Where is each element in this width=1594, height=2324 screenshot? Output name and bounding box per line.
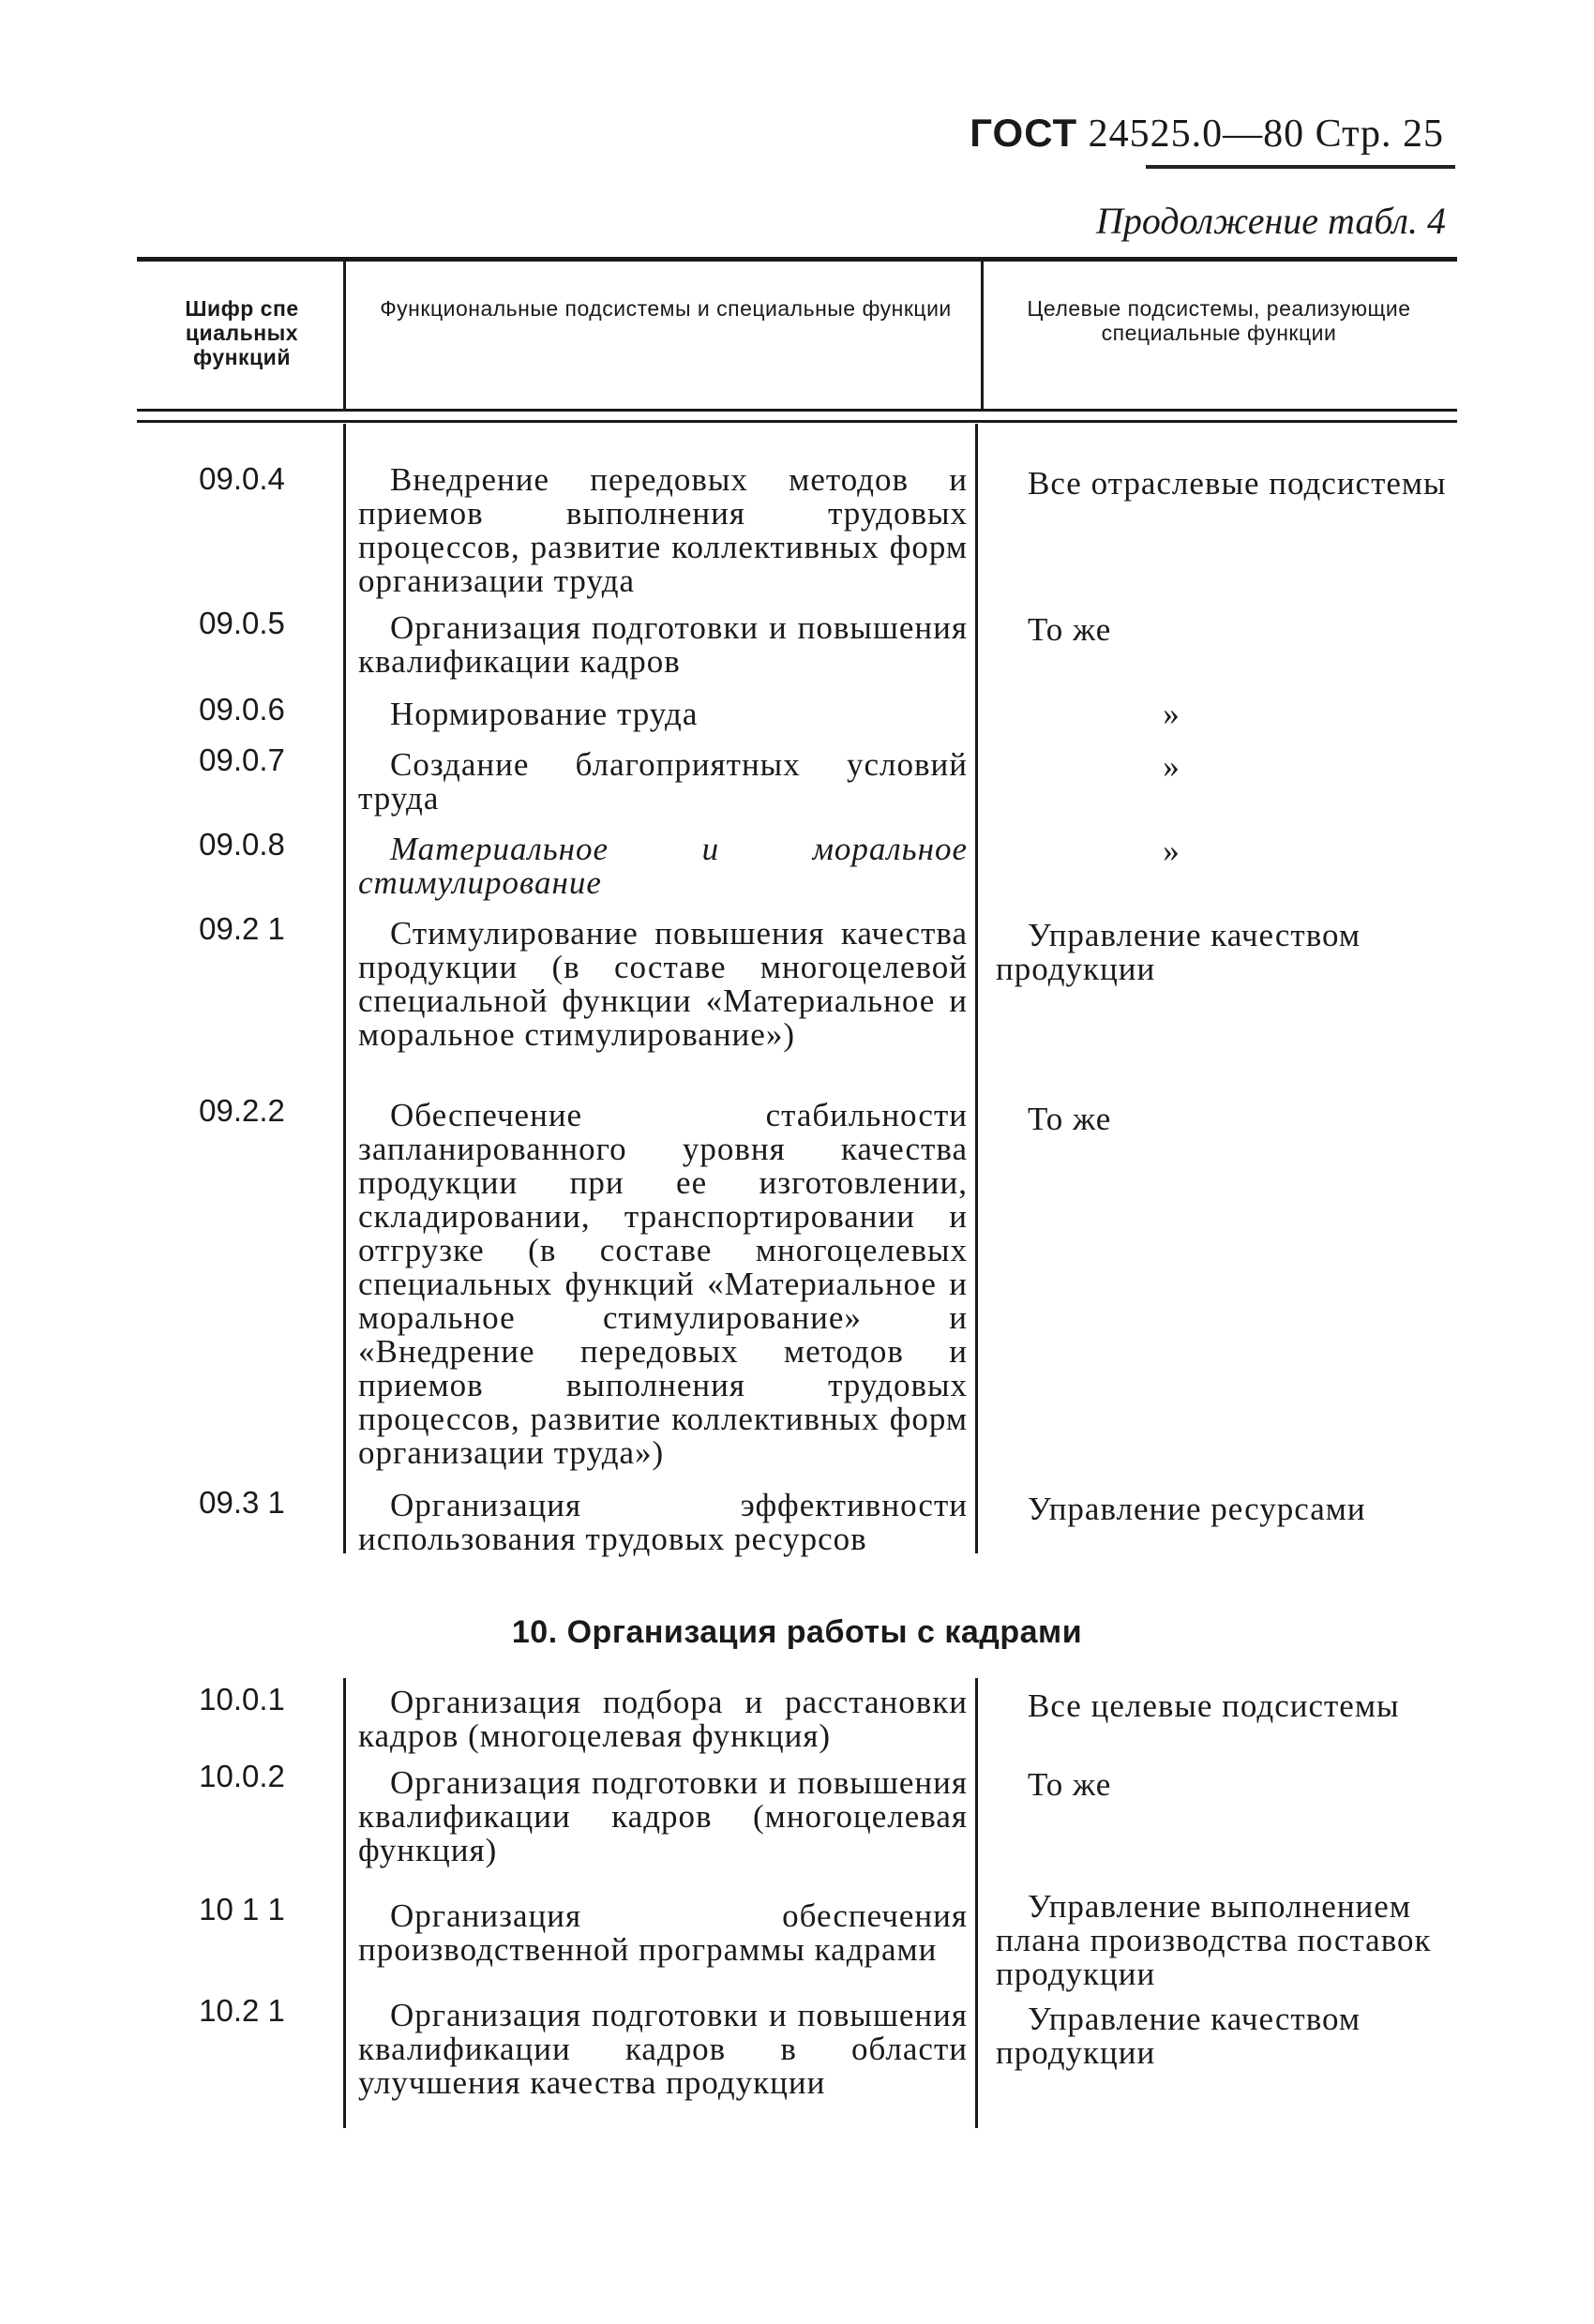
row-code: 09.0.5: [199, 606, 285, 640]
column-header-functions: Функциональные подсистемы и специальные функции: [380, 296, 952, 321]
row-code: 09.0.8: [199, 827, 285, 862]
row-target: Управление выполнением плана производства поставок продукции: [996, 1888, 1432, 1992]
row-code: 10 1 1: [199, 1892, 285, 1927]
row-code: 10.0.1: [199, 1682, 285, 1717]
row-function: Внедрение передовых методов и приемов выполнения трудовых процессов, развитие коллективных форм организации труда: [358, 461, 968, 599]
row-function: Обеспечение стабильности запланированного уровня качества продукции при ее изготовлении, складировании, транспортировании и отгрузке (в составе многоцелевых специальных функций «Материальное и моральное стимулирование» и «Внедрение передовых методов и приемов выполнения трудовых процессов, развитие коллективных форм организации труда»): [358, 1097, 968, 1471]
table-continuation-label: Продолжение табл. 4: [1095, 200, 1446, 242]
standard-label: ГОСТ: [970, 111, 1078, 155]
page-header: [0, 111, 1594, 167]
header-bottom-rule-double: [137, 420, 1457, 423]
row-target: Управление ресурсами: [1028, 1491, 1366, 1527]
body-divider-1: [343, 1678, 346, 2128]
row-target: То же: [1028, 611, 1112, 648]
header-underline: [1146, 165, 1455, 169]
body-divider-2: [975, 424, 978, 1553]
row-function: Нормирование труда: [390, 696, 699, 732]
row-code: 09.2 1: [199, 911, 285, 946]
column-header-code: Шифр спе циальных функций: [185, 296, 299, 369]
row-function: Организация обеспечения производственной программы кадрами: [358, 1897, 968, 1968]
standard-number: 24525.0—80: [1088, 112, 1305, 156]
row-target: »: [1163, 748, 1180, 785]
section-title: 10. Организация работы с кадрами: [511, 1614, 1083, 1650]
row-function: Организация эффективности использования трудовых ресурсов: [358, 1487, 968, 1557]
row-function: Организация подготовки и повышения квалификации кадров (многоцелевая функция): [358, 1764, 968, 1868]
header-divider-2: [981, 259, 984, 409]
row-function: Организация подготовки и повышения квалификации кадров: [358, 609, 968, 680]
header-divider-1: [343, 259, 346, 409]
row-code: 09.3 1: [199, 1485, 285, 1520]
row-target: »: [1163, 832, 1180, 869]
row-code: 10.0.2: [199, 1759, 285, 1793]
row-function: Организация подбора и расстановки кадров (многоцелевая функция): [358, 1684, 968, 1754]
body-divider-1: [343, 424, 346, 1553]
row-target: То же: [1028, 1101, 1112, 1137]
row-code: 09.0.4: [199, 461, 285, 496]
row-target: »: [1163, 696, 1180, 732]
page-number: Стр. 25: [1315, 112, 1444, 156]
row-target: Все отраслевые подсистемы: [1028, 465, 1447, 502]
row-code: 10.2 1: [199, 1993, 285, 2028]
row-function: Создание благоприятных условий труда: [358, 746, 968, 817]
row-code: 09.2.2: [199, 1093, 285, 1128]
body-divider-2: [975, 1678, 978, 2128]
row-target: Управление качеством продукции: [996, 2001, 1361, 2071]
header-bottom-rule: [137, 409, 1457, 412]
row-target: То же: [1028, 1766, 1112, 1803]
page-header-text: [970, 111, 1444, 157]
row-target: Все целевые подсистемы: [1028, 1687, 1400, 1724]
row-code: 09.0.7: [199, 742, 285, 777]
row-function: Стимулирование повышения качества продукции (в составе многоцелевой специальной функции «Материальное и моральное стимулирование»): [358, 915, 968, 1053]
column-header-targets: Целевые подсистемы, реализующие специальные функции: [1027, 296, 1411, 345]
row-code: 09.0.6: [199, 692, 285, 727]
row-function: Материальное и моральное стимулирование: [358, 831, 968, 901]
row-target: Управление качеством продукции: [996, 917, 1361, 987]
table-top-rule: [137, 257, 1457, 262]
row-function: Организация подготовки и повышения квалификации кадров в области улучшения качества продукции: [358, 1997, 968, 2101]
